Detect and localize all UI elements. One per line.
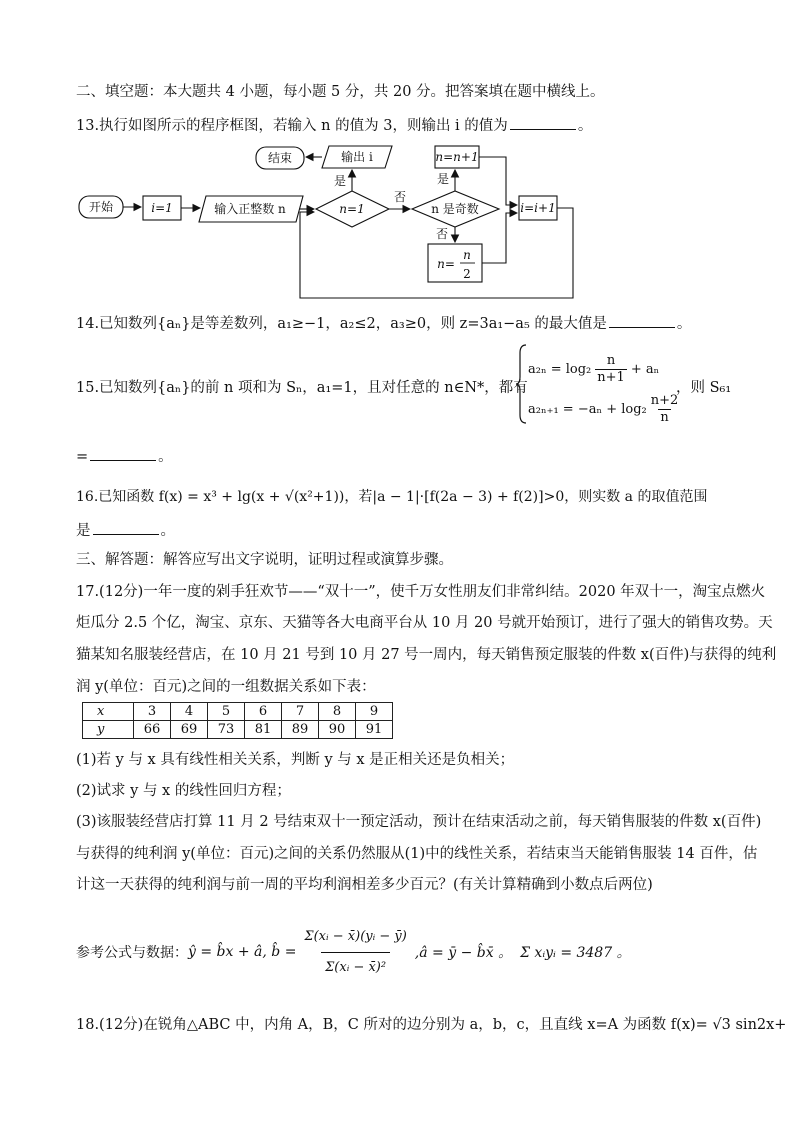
flowchart-cond2-label: n 是奇数: [431, 202, 479, 216]
ref-label: 参考公式与数据：: [76, 945, 188, 961]
question-15: [76, 378, 528, 398]
table-row-y: [83, 721, 393, 739]
q15-eq1-den: n+1: [597, 370, 625, 385]
q17-sub-2: (2)试求 y 与 x 的线性回归方程；: [76, 783, 291, 799]
ref-den: Σ(xᵢ − x̄)²: [321, 952, 390, 983]
answer-blank-15[interactable]: [90, 446, 156, 461]
q15-eq1-lhs: a₂ₙ = log₂: [528, 362, 592, 377]
q17-sub-3b: 与获得的纯利润 y(单位：百元)之间的关系仍然服从(1)中的线性关系，若结束当天能销售服装 14 百件，估: [76, 846, 758, 862]
flowchart-cond2-node: [412, 191, 499, 227]
table-cell: 5: [208, 703, 245, 721]
q17-para-4: 润 y(单位：百元)之间的一组数据关系如下表：: [76, 679, 376, 695]
flowchart-output-node: [322, 146, 392, 168]
question-16-text: 16.已知函数 f(x) = x³ + lg(x + √(x²+1))，若|a − 1|·[f(2a − 3) + f(2)]>0，则实数 a 的取值范围: [76, 489, 708, 505]
table-cell: 6: [245, 703, 282, 721]
table-cell: 4: [171, 703, 208, 721]
flowchart-input-label: 输入正整数 n: [214, 202, 286, 216]
q15-eq2-den: n: [660, 410, 669, 425]
flowchart-increment-node: [519, 196, 557, 220]
q15-eq1: [528, 353, 659, 386]
q17-para-3: 猫某知名服装经营店，在 10 月 21 号到 10 月 27 号一周内，每天销售预定服装的件数 x(百件)与获得的纯利: [76, 647, 777, 663]
q16-cont-text: 是: [76, 523, 91, 539]
punct: 。: [577, 118, 593, 134]
fill-in-section-header: 二、填空题：本大题共 4 小题，每小题 5 分，共 20 分。把答案填在题中横线上。: [76, 84, 605, 100]
flowchart-even-update-num: n: [463, 248, 471, 262]
question-14-text: 14.已知数列{aₙ}是等差数列，a₁≥−1，a₂≤2，a₃≥0，则 z=3a₁−a₅ 的最大值是: [76, 316, 607, 332]
q17-reference-formulas: [76, 912, 631, 992]
q15-system-brace: [516, 343, 528, 425]
flowchart-odd-update-label: n=n+1: [435, 150, 479, 164]
table-cell: 73: [208, 721, 245, 739]
q17-para-1: 17.(12分)一年一度的剁手狂欢节——“双十一”，使千万女性朋友们非常纠结。2020 年双十一，淘宝点燃火: [76, 584, 766, 600]
q17-sub-1: (1)若 y 与 x 具有线性相关关系，判断 y 与 x 是正相关还是负相关；: [76, 752, 515, 768]
ref-a: ,â = ȳ − b̂x̄ 。: [414, 945, 513, 961]
answer-section-header: 三、解答题：解答应写出文字说明，证明过程或演算步骤。: [76, 552, 453, 568]
question-15-text: 15.已知数列{aₙ}的前 n 项和为 Sₙ，a₁=1，且对任意的 n∈N*，都有: [76, 380, 528, 396]
flowchart-even-update-node: [428, 244, 482, 282]
answer-blank-13[interactable]: [510, 115, 576, 130]
flowchart-odd-update-node: [435, 146, 479, 168]
flowchart-init-label: i=1: [151, 201, 173, 215]
q15-eq2-num: n+2: [650, 393, 679, 408]
flowchart-even-update-den: 2: [463, 267, 471, 281]
table-cell: 69: [171, 721, 208, 739]
flowchart-increment-label: i=i+1: [520, 201, 556, 215]
q17-sub-3c: 计这一天获得的纯利润与前一周的平均利润相差多少百元？(有关计算精确到小数点后两位): [76, 877, 653, 893]
flowchart-end-node: [256, 147, 304, 169]
ref-num: Σ(xᵢ − x̄)(yᵢ − ȳ): [304, 928, 407, 944]
table-cell: 66: [134, 721, 171, 739]
q15-eq2: [528, 393, 682, 426]
q15-tail: ，则 S₆₁: [676, 380, 732, 396]
question-13: [76, 115, 592, 136]
ref-eq: ŷ = b̂x + â, b̂ =: [188, 944, 297, 960]
flowchart-even-update-left: n=: [437, 257, 455, 271]
answer-blank-16[interactable]: [93, 520, 159, 535]
question-15-cont: [76, 446, 173, 467]
flowchart-start-node: [79, 196, 123, 218]
table-header-y: y: [83, 721, 134, 739]
q15-eq1-num: n: [606, 353, 616, 368]
question-16-cont: [76, 520, 175, 541]
table-cell: 89: [282, 721, 319, 739]
flowchart-output-label: 输出 i: [341, 150, 373, 164]
table-row-x: [83, 703, 393, 721]
ref-sum: Σ xᵢyᵢ = 3487 。: [520, 945, 631, 961]
flowchart-yes-label-2: 是: [436, 172, 450, 186]
q17-para-2: 炬瓜分 2.5 个亿，淘宝、京东、天猫等各大电商平台从 10 月 20 号就开始预订，进行了强大的销售攻势。天: [76, 615, 773, 631]
q17-data-table: [82, 702, 393, 739]
flowchart-input-node: [199, 196, 303, 222]
flowchart-start-label: 开始: [88, 200, 114, 214]
flowchart-no-label-1: 否: [393, 190, 407, 204]
table-header-x: x: [83, 703, 134, 721]
table-cell: 90: [319, 721, 356, 739]
punct: 。: [158, 449, 173, 465]
punct: 。: [676, 316, 692, 332]
flowchart-cond1-node: [316, 191, 389, 227]
table-cell: 91: [356, 721, 393, 739]
q15-eq1-frac: [595, 353, 627, 386]
q15-cont-text: =: [76, 449, 89, 465]
table-cell: 7: [282, 703, 319, 721]
answer-blank-14[interactable]: [609, 313, 675, 328]
question-18: 18.(12分)在锐角△ABC 中，内角 A，B，C 所对的边分别为 a，b，c，且直线 x=A 为函数 f(x)= √3 sin2x+: [76, 1017, 787, 1033]
table-cell: 8: [319, 703, 356, 721]
flowchart-end-label: 结束: [267, 151, 293, 165]
question-14: [76, 313, 691, 334]
table-cell: 9: [356, 703, 393, 721]
q15-eq1-rhs: + aₙ: [630, 362, 660, 377]
q17-sub-3a: (3)该服装经营店打算 11 月 2 号结束双十一预定活动，预计在结束活动之前，每天销售服装的件数 x(百件): [76, 814, 762, 830]
table-cell: 81: [245, 721, 282, 739]
q15-eq2-lhs: a₂ₙ₊₁ = −aₙ + log₂: [528, 402, 647, 417]
punct: 。: [160, 523, 175, 539]
flowchart-yes-label-1: 是: [333, 174, 347, 188]
question-13-text: 13.执行如图所示的程序框图，若输入 n 的值为 3，则输出 i 的值为: [76, 118, 508, 134]
ref-frac: [300, 922, 410, 983]
flowchart-no-label-2: 否: [435, 227, 449, 241]
flowchart-init-node: [143, 196, 181, 220]
table-cell: 3: [134, 703, 171, 721]
q15-eq2-frac: [651, 393, 679, 426]
question-16: [76, 487, 707, 507]
flowchart-cond1-label: n=1: [339, 202, 365, 216]
